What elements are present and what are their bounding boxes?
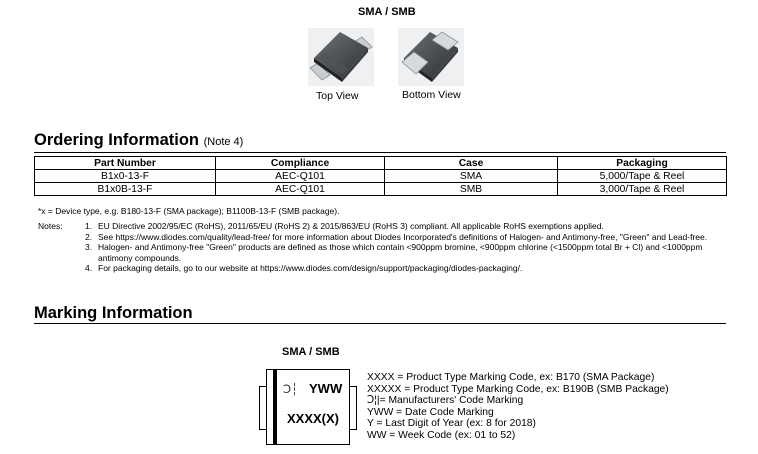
cell-compliance: AEC-Q101 bbox=[216, 183, 385, 196]
marking-information-heading bbox=[34, 304, 726, 324]
ordering-heading-text: Ordering Information bbox=[34, 131, 199, 149]
notes-list bbox=[85, 221, 735, 274]
table-row bbox=[35, 183, 727, 196]
marking-heading-text: Marking Information bbox=[34, 304, 193, 322]
col-packaging: Packaging bbox=[558, 157, 727, 170]
ordering-note-ref: (Note 4) bbox=[203, 136, 244, 148]
note-text: For packaging details, go to our website at https://www.diodes.com/design/support/packaging/diodes-packaging/. bbox=[98, 263, 523, 273]
note-number: 2. bbox=[85, 231, 93, 242]
cell-part-number: B1x0-13-F bbox=[35, 170, 216, 183]
legend-item: WW = Week Code (ex: 01 to 52) bbox=[367, 429, 516, 441]
chip-date-code: YWW bbox=[309, 381, 343, 396]
note-text: EU Directive 2002/95/EC (RoHS), 2011/65/EU (RoHS 2) & 2015/863/EU (RoHS 3) compliant. All applicable RoHS exemptions applied. bbox=[98, 221, 604, 231]
top-view-image bbox=[308, 28, 374, 86]
notes-label: Notes: bbox=[38, 221, 63, 231]
marking-chip-diagram bbox=[259, 369, 357, 445]
legend-item: Ↄ¦|= Manufacturers' Code Marking bbox=[367, 395, 524, 407]
note-item bbox=[85, 232, 735, 243]
cell-case: SMB bbox=[385, 183, 558, 196]
note-number: 3. bbox=[85, 242, 93, 252]
manufacturer-logo: Ↄ┆ bbox=[283, 384, 299, 396]
cell-packaging: 3,000/Tape & Reel bbox=[558, 183, 727, 196]
top-view-caption: Top View bbox=[316, 90, 359, 102]
note-item bbox=[85, 263, 735, 274]
sma-top-view-picture bbox=[308, 28, 374, 86]
col-part-number: Part Number bbox=[35, 157, 216, 170]
device-type-footnote: *x = Device type, e.g. B180-13-F (SMA package); B1100B-13-F (SMB package). bbox=[38, 206, 340, 216]
chip-marking-code: XXXX(X) bbox=[287, 411, 340, 426]
note-number: 1. bbox=[85, 221, 93, 231]
bottom-view-image bbox=[398, 28, 464, 86]
ordering-information-heading bbox=[34, 131, 726, 153]
legend-item: XXXXX = Product Type Marking Code, ex: B190B (SMB Package) bbox=[367, 383, 669, 395]
note-text: See https://www.diodes.com/quality/lead-free/ for more information about Diodes Incorporated's definitions of Halogen- and Antimony-free, "Green" and Lead-free. bbox=[98, 231, 708, 242]
note-item bbox=[85, 242, 735, 263]
note-text: Halogen- and Antimony-free "Green" products are defined as those which contain <900ppm bromine, <900ppm chlorine (<1500ppm total Br + Cl) and <1000ppm antimony compounds. bbox=[98, 242, 703, 263]
ordering-table-header bbox=[35, 157, 727, 170]
marking-package-label: SMA / SMB bbox=[282, 346, 340, 358]
legend-item: YWW = Date Code Marking bbox=[367, 406, 494, 418]
cell-case: SMA bbox=[385, 170, 558, 183]
table-row bbox=[35, 170, 727, 183]
legend-item: XXXX = Product Type Marking Code, ex: B170 (SMA Package) bbox=[367, 372, 655, 383]
chip-body bbox=[266, 369, 350, 445]
bottom-view-caption: Bottom View bbox=[402, 89, 461, 101]
package-images-title: SMA / SMB bbox=[358, 6, 416, 18]
cell-part-number: B1x0B-13-F bbox=[97, 183, 153, 195]
cathode-band bbox=[273, 370, 277, 444]
legend-item: Y = Last Digit of Year (ex: 8 for 2018) bbox=[367, 418, 536, 430]
ordering-table bbox=[34, 156, 727, 196]
cell-packaging: 5,000/Tape & Reel bbox=[558, 170, 727, 183]
note-item bbox=[85, 221, 735, 232]
cell-compliance: AEC-Q101 bbox=[216, 170, 385, 183]
col-compliance: Compliance bbox=[216, 157, 385, 170]
sma-bottom-view-picture bbox=[398, 28, 464, 86]
col-case: Case bbox=[385, 157, 558, 170]
note-number: 4. bbox=[85, 263, 93, 273]
marking-legend bbox=[367, 372, 669, 442]
